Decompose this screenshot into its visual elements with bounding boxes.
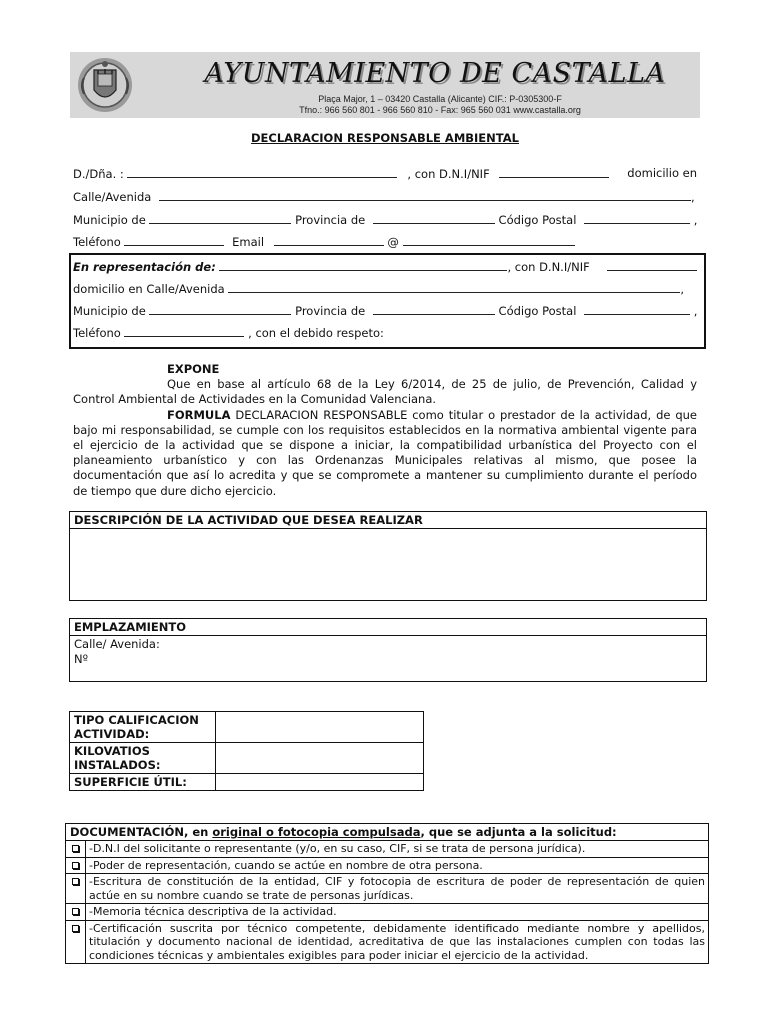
rep-domicilio-label: domicilio en Calle/Avenida: [73, 282, 225, 296]
checkbox[interactable]: [66, 920, 86, 964]
rep-provincia-field[interactable]: [373, 303, 495, 315]
dni-label: , con D.N.I/NIF: [407, 167, 490, 181]
applicant-municipio-line: Municipio de Provincia de Código Postal ,: [73, 213, 698, 227]
kilovatios-field[interactable]: [216, 743, 424, 774]
checkbox[interactable]: [66, 904, 86, 921]
table-row: [70, 774, 424, 791]
doc-item: -Escritura de constitución de la entidad, CIF y fotocopia de escritura de poder de representación de quien actúe en su nombre cuando se trate de personas jurídicas.: [86, 874, 709, 904]
rep-phone-line: [73, 325, 697, 343]
rep-street-field[interactable]: [228, 281, 680, 293]
at-sign: @: [387, 235, 399, 249]
descripcion-heading: DESCRIPCIÓN DE LA ACTIVIDAD QUE DESEA REALIZAR: [70, 512, 706, 529]
municipio-label: Municipio de: [73, 213, 146, 227]
emplazamiento-body[interactable]: [70, 636, 706, 668]
superficie-field[interactable]: [216, 774, 424, 791]
rep-municipio-field[interactable]: [149, 303, 291, 315]
checkbox[interactable]: [66, 857, 86, 874]
email-user-field[interactable]: [274, 234, 384, 246]
name-label: D./Dña. :: [73, 167, 124, 181]
applicant-name-line: [73, 166, 697, 184]
rep-telefono-label: Teléfono: [73, 326, 121, 340]
coat-of-arms-icon: [76, 54, 134, 116]
respeto-text: , con el debido respeto:: [248, 326, 384, 340]
organization-title: AYUNTAMIENTO DE CASTALLA: [204, 58, 666, 89]
letterhead: [70, 52, 700, 118]
documentacion-heading: DOCUMENTACIÓN, en original o fotocopia compulsada, que se adjunta a la solicitud:: [66, 824, 709, 841]
table-row: [66, 874, 709, 904]
expone-text: Que en base al artículo 68 de la Ley 6/2014, de 25 de julio, de Prevención, Calidad y Control Ambiental de Actividades en la Comunidad Valenciana.: [73, 377, 697, 407]
tipo-calificacion-label: TIPO CALIFICACION ACTIVIDAD:: [70, 712, 216, 743]
formula-heading: FORMULA: [167, 407, 231, 422]
kilovatios-label: KILOVATIOS INSTALADOS:: [70, 743, 216, 774]
calificacion-table: [69, 711, 424, 791]
rep-provincia-label: Provincia de: [295, 304, 366, 318]
cp-label: Código Postal: [498, 213, 577, 227]
rep-cp-field[interactable]: [584, 303, 690, 315]
telefono-field[interactable]: [124, 234, 224, 246]
municipio-field[interactable]: [149, 212, 291, 224]
rep-name-field[interactable]: [219, 259, 507, 271]
provincia-label: Provincia de: [295, 213, 366, 227]
rep-cp-label: Código Postal: [498, 304, 577, 318]
superficie-label: SUPERFICIE ÚTIL:: [70, 774, 216, 791]
table-row: [70, 712, 424, 743]
emplazamiento-heading: EMPLAZAMIENTO: [70, 619, 706, 636]
cp-field[interactable]: [584, 212, 690, 224]
telefono-label: Teléfono: [73, 235, 121, 249]
domicilio-label: domicilio en: [627, 166, 697, 180]
rep-dni-field[interactable]: [607, 259, 697, 271]
checkbox[interactable]: [66, 841, 86, 858]
document-title: DECLARACION RESPONSABLE AMBIENTAL: [251, 131, 519, 145]
doc-item: -D.N.I del solicitante o representante (y/o, en su caso, CIF, si se trata de persona jurídica).: [86, 841, 709, 858]
applicant-phone-line: [73, 234, 697, 252]
documentacion-table: [65, 823, 709, 964]
provincia-field[interactable]: [373, 212, 495, 224]
table-row: [66, 841, 709, 858]
table-row: [66, 824, 709, 841]
emplazamiento-street-label: Calle/ Avenida:: [74, 637, 160, 651]
address-line: Plaça Major, 1 – 03420 Castalla (Alicante) CIF.: P-0305300-F: [318, 94, 562, 104]
emplazamiento-number-label: Nº: [74, 652, 89, 666]
doc-item: -Memoria técnica descriptiva de la actividad.: [86, 904, 709, 921]
rep-municipio-label: Municipio de: [73, 304, 146, 318]
table-row: [66, 857, 709, 874]
checkbox[interactable]: [66, 874, 86, 904]
doc-item: -Certificación suscrita por técnico competente, debidamente identificado mediante nombre y apellidos, titulación y documento nacional de identidad, acreditativa de que las instalaciones cumplen con todas las condiciones técnicas y ambientales exigibles para poder iniciar el ejercicio de la actividad.: [86, 920, 709, 964]
table-row: [66, 920, 709, 964]
descripcion-field[interactable]: [70, 529, 706, 599]
rep-dni-label: , con D.N.I/NIF: [507, 260, 590, 274]
rep-name-line: [73, 259, 697, 277]
expone-heading: EXPONE: [167, 362, 220, 376]
rep-telefono-field[interactable]: [124, 325, 244, 337]
representation-title: En representación de:: [73, 260, 216, 274]
applicant-street-line: Calle/Avenida ,: [73, 190, 695, 204]
emplazamiento-box: [69, 618, 707, 682]
email-label: Email: [232, 235, 265, 249]
rep-street-line: domicilio en Calle/Avenida ,: [73, 282, 684, 296]
street-label: Calle/Avenida: [73, 190, 152, 204]
table-row: [70, 743, 424, 774]
dni-field[interactable]: [499, 166, 609, 178]
contact-line: Tfno.: 966 560 801 - 966 560 810 - Fax: 965 560 031 www.castalla.org: [299, 105, 581, 115]
name-field[interactable]: [127, 166, 397, 178]
rep-municipio-line: Municipio de Provincia de Código Postal ,: [73, 304, 698, 318]
table-row: [66, 904, 709, 921]
descripcion-box: [69, 511, 707, 601]
street-field[interactable]: [159, 189, 691, 201]
tipo-calificacion-field[interactable]: [216, 712, 424, 743]
doc-item: -Poder de representación, cuando se actúe en nombre de otra persona.: [86, 857, 709, 874]
expone-section: [73, 362, 697, 499]
formula-text: DECLARACION RESPONSABLE como titular o prestador de la actividad, de que bajo mi responsabilidad, se cumple con los requisitos establecidos en la normativa ambiental vigente para el ejercicio de la actividad que se dispone a iniciar, la compatibilidad urbanística del Proyecto con el planeamiento urbanístico y con las Ordenanzas Municipales relativas al mismo, que posee la documentación que así lo acredita y que se compromete a mantener su cumplimiento durante el período de tiempo que dure dicho ejercicio.: [73, 407, 698, 498]
email-domain-field[interactable]: [403, 234, 575, 246]
